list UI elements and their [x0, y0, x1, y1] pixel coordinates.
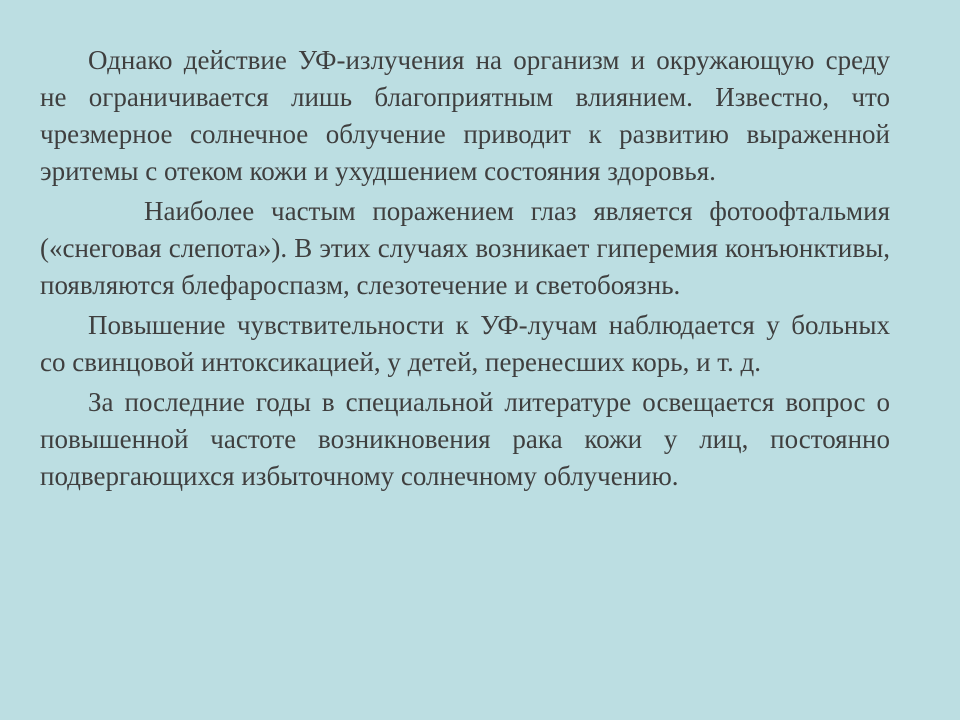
paragraph-sensitivity: Повышение чувствительности к УФ-лучам наблюдается у больных со свинцовой интоксикацией, у детей, перенесших корь, и т. д. [40, 310, 890, 377]
paragraph-uv-effects: Однако действие УФ-излучения на организм и окружающую среду не ограничивается лишь благоприятным влиянием. Известно, что чрезмерное солнечное облучение приводит к развитию выраженной эритемы с отеком кожи и ухудшением состояния здоровья. [40, 45, 890, 186]
paragraph-skin-cancer: За последние годы в специальной литературе освещается вопрос о повышенной частоте возникновения рака кожи у лиц, постоянно подвергающихся избыточному солнечному облучению. [40, 387, 890, 491]
text-body [40, 42, 890, 498]
paragraph-photoophthalmia: Наиболее частым поражением глаз является фотоофтальмия («снеговая слепота»). В этих случаях возникает гиперемия конъюнктивы, появляются блефароспазм, слезотечение и светобоязнь. [40, 196, 890, 300]
